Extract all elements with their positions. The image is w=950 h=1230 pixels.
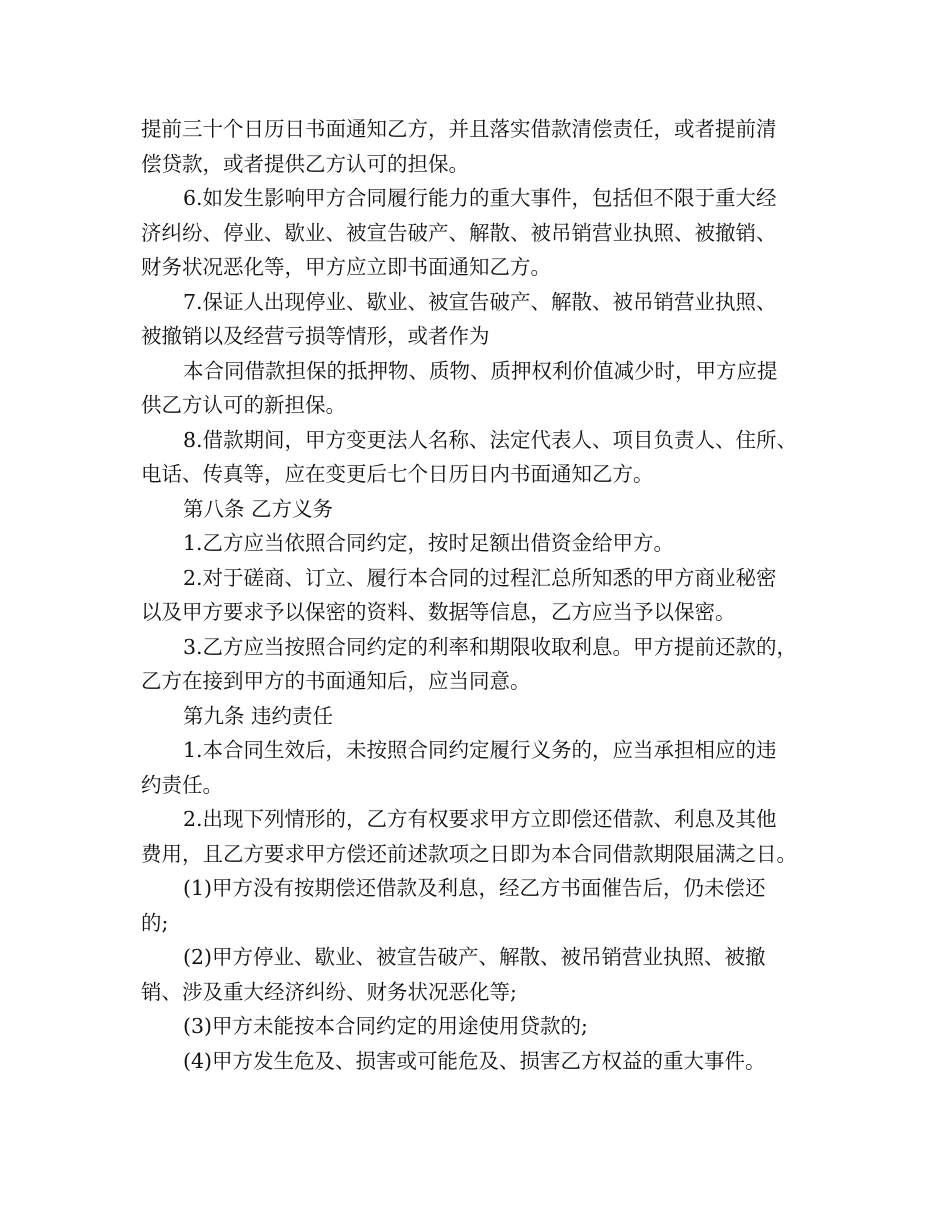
text-line: 以及甲方要求予以保密的资料、数据等信息，乙方应当予以保密。 [141,600,736,624]
text-line: (4)甲方发生危及、损害或可能危及、损害乙方权益的重大事件。 [183,1048,766,1073]
text-line: 6.如发生影响甲方合同履行能力的重大事件，包括但不限于重大经 [183,186,777,210]
contract-body [141,112,821,1078]
section-heading: 第八条 乙方义务 [183,496,334,521]
text-line: 1.本合同生效后，未按照合同约定履行义务的，应当承担相应的违 [183,738,777,762]
text-line: 8.借款期间，甲方变更法人名称、法定代表人、项目负责人、住所、 [183,427,798,452]
text-line: 济纠纷、停业、歇业、被宣告破产、解散、被吊销营业执照、被撤销、 [141,220,777,245]
text-line: 1.乙方应当依照合同约定，按时足额出借资金给甲方。 [183,531,675,555]
text-line: 的; [141,910,169,935]
text-line: 财务状况恶化等，甲方应立即书面通知乙方。 [141,255,551,279]
text-line: 2.出现下列情形的，乙方有权要求甲方立即偿还借款、利息及其他 [183,807,777,831]
text-line: 销、涉及重大经济纠纷、财务状况恶化等; [141,979,517,1004]
text-line: 偿贷款，或者提供乙方认可的担保。 [141,151,469,176]
text-line: (3)甲方未能按本合同约定的用途使用贷款的; [183,1014,588,1038]
text-line: 乙方在接到甲方的书面通知后，应当同意。 [141,669,531,693]
text-line: 7.保证人出现停业、歇业、被宣告破产、解散、被吊销营业执照、 [183,289,777,314]
text-line: 本合同借款担保的抵押物、质物、质押权利价值减少时，甲方应提 [183,358,778,383]
text-line: 提前三十个日历日书面通知乙方，并且落实借款清偿责任，或者提前清 [141,117,777,141]
text-line: 供乙方认可的新担保。 [141,393,346,417]
text-line: 约责任。 [141,772,223,797]
text-line: (2)甲方停业、歇业、被宣告破产、解散、被吊销营业执照、被撤 [183,945,766,969]
text-line: (1)甲方没有按期偿还借款及利息，经乙方书面催告后，仍未偿还 [183,876,766,900]
text-line: 3.乙方应当按照合同约定的利率和期限收取利息。甲方提前还款的， [183,634,798,659]
text-line: 电话、传真等，应在变更后七个日历日内书面通知乙方。 [141,462,654,486]
text-line: 2.对于磋商、订立、履行本合同的过程汇总所知悉的甲方商业秘密 [183,565,777,590]
text-line: 费用，且乙方要求甲方偿还前述款项之日即为本合同借款期限届满之日。 [141,841,797,866]
text-line: 被撤销以及经营亏损等情形，或者作为 [141,324,490,348]
section-heading: 第九条 违约责任 [183,703,334,728]
